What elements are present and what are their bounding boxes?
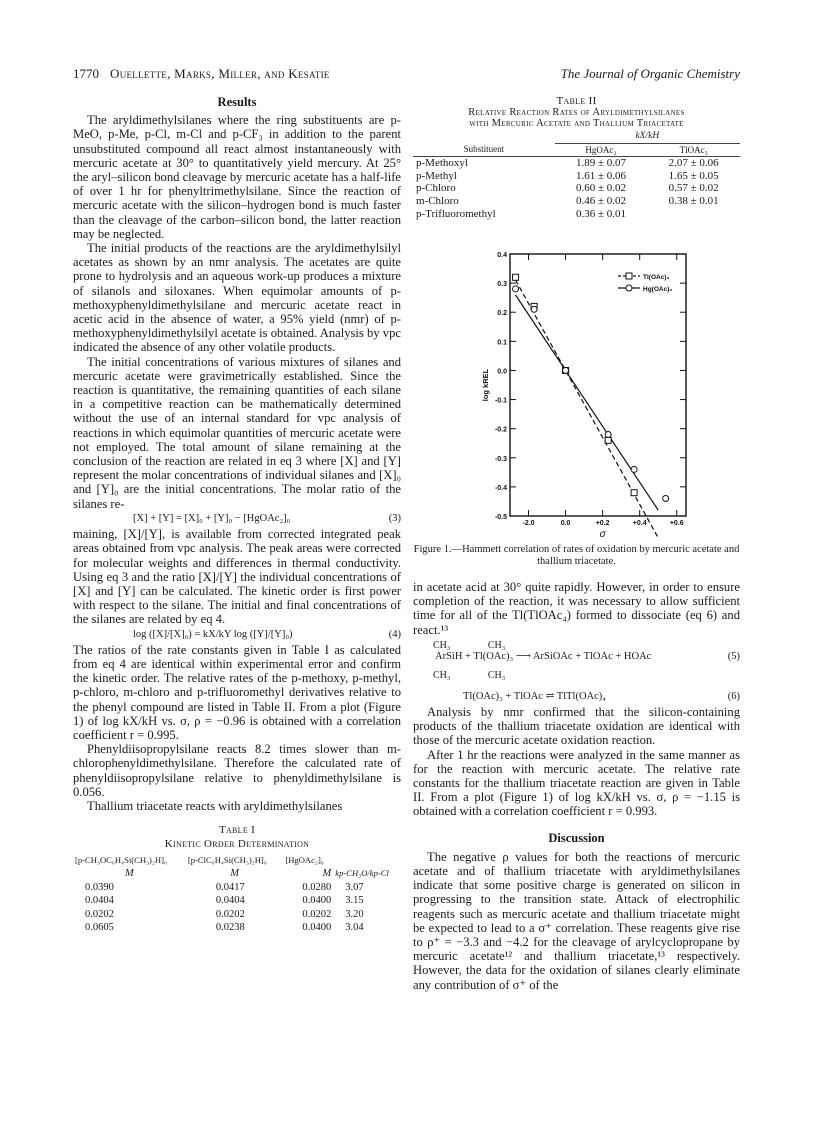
- table-cell: 0.0404: [215, 895, 245, 907]
- page-number: 1770: [73, 66, 99, 81]
- data-point-square: [605, 437, 611, 443]
- legend-marker: [626, 285, 632, 291]
- paragraph: The negative ρ values for both the reactions of mercuric acetate and of thallium triacetate with aryldimethylsilanes indicate that some positive charge is generated on silicon in progressing to the transition state. Attack of electrophilic reagents such as mercuric acetate and thallium triacetate might be expected to lead to a σ⁺ correlation. These reagents give rise to ρ⁺ = −3.3 and −4.2 for the cleavage of arylcyclopropane by mercuric acetate¹² and thallium triacetate,¹³ respectively. However, the data for the oxidation of silanes clearly eliminate any contribution of σ⁺ of the: [413, 849, 740, 992]
- running-authors: Ouellette, Marks, Miller, and Kesatie: [110, 66, 330, 81]
- paragraph: maining, [X]/[Y], is available from corrected integrated peak areas obtained from vpc analysis. The peak areas were corrected for molecular weights and differences in thermal conductivity. Using eq 3 and the ratio [X]/[Y] the individual concentrations of [X] and [Y] can be calculated. The kinetic order is first power with respect to the silane. The initial and final concentrations of the silanes are related by eq 4.: [73, 527, 401, 627]
- table-1-title: Kinetic Order Determination: [164, 838, 310, 851]
- right-column: [413, 580, 740, 992]
- table-row: [413, 170, 740, 183]
- table-cell: 0.0417: [215, 881, 245, 893]
- table-cell: 2.07 ± 0.06: [668, 157, 719, 170]
- table-cell: 0.0202: [85, 908, 114, 920]
- equation-3-number: (3): [388, 512, 401, 524]
- table-cell: p-Methoxyl: [416, 157, 468, 170]
- table-2-title-line-1: Relative Reaction Rates of Aryldimethylsilanes: [468, 107, 685, 118]
- table-header: [333, 854, 401, 868]
- y-tick-label: -0.4: [494, 484, 507, 492]
- table-cell: 0.0202: [302, 908, 332, 920]
- paragraph: The initial concentrations of various mixtures of silanes and mercuric acetate were gravimetrically established. Since the reaction is quantitative, the remaining quantities of each silane in a competitive reaction can be mathematically determined without the use of an internal standard for vpc analysis of reactions in which equimolar quantities of mercuric acetate were not employed. The total amount of silane remaining at the conclusion of the reaction are related in eq 3 where [X] and [Y] represent the molar concentrations of individual silanes and [X]₀ and [Y]₀ are the initial concentrations. The molar ratio of the silanes re-: [73, 354, 401, 511]
- table-row: [73, 894, 401, 908]
- table-cell: 0.0400: [302, 895, 332, 907]
- table-cell: 0.36 ± 0.01: [575, 207, 626, 220]
- fit-line: [516, 295, 659, 510]
- data-point-circle: [513, 286, 519, 292]
- y-tick-label: -0.3: [494, 455, 507, 463]
- y-tick-label: 0.1: [497, 339, 507, 347]
- table-header: [HgOAc₂]₀: [285, 854, 324, 865]
- x-tick-label: +0.4: [632, 520, 647, 527]
- table-cell: 3.20: [345, 908, 364, 920]
- equation-6-body: Tl(OAc)₃ + TlOAc ⇌ TlTl(OAc)₄: [463, 690, 606, 702]
- data-point-circle: [631, 466, 637, 472]
- table-cell: p-Trifluoromethyl: [416, 207, 496, 220]
- y-tick-label: 0.0: [497, 368, 507, 376]
- table-cell: p-Methyl: [416, 169, 457, 182]
- table-cell: m-Chloro: [416, 194, 459, 207]
- table-header: Substituent: [463, 144, 505, 155]
- equation-4-number: (4): [388, 628, 401, 640]
- x-tick-label: +0.2: [595, 520, 610, 527]
- table-unit: M: [230, 868, 239, 880]
- legend-label: Hg(OAc)₂: [643, 286, 673, 293]
- equation-3-body: [X] + [Y] = [X]₀ + [Y]₀ − [HgOAc₂]₀: [133, 512, 291, 524]
- equation-5: [413, 639, 740, 687]
- table-2: [413, 95, 740, 220]
- y-tick-label: -0.2: [494, 426, 507, 434]
- y-tick-label: 0.4: [497, 252, 507, 259]
- table-units-row: [73, 867, 401, 881]
- data-point-circle: [605, 431, 611, 437]
- x-tick-label: +0.6: [669, 520, 684, 527]
- table-cell: 0.0390: [85, 881, 114, 893]
- table-cell: 3.04: [345, 922, 364, 934]
- table-unit: M: [125, 868, 134, 880]
- table-span-header-row: [413, 130, 740, 143]
- y-tick-label: 0.3: [497, 281, 507, 289]
- table-cell: 0.38 ± 0.01: [668, 194, 719, 207]
- running-journal: The Journal of Organic Chemistry: [560, 66, 740, 81]
- table-cell: 1.65 ± 0.05: [668, 169, 719, 182]
- equation-6: [413, 689, 740, 705]
- paragraph: Thallium triacetate reacts with aryldimethylsilanes: [87, 798, 343, 813]
- table-cell: 0.57 ± 0.02: [668, 182, 719, 195]
- table-header: TlOAc₃: [679, 144, 708, 155]
- fit-line: [516, 280, 659, 538]
- table-cell: [647, 208, 740, 221]
- y-tick-label: -0.1: [494, 397, 507, 405]
- table-row: [413, 208, 740, 221]
- legend-label: Tl(OAc)₃: [643, 274, 670, 281]
- y-tick-label: 0.2: [497, 310, 507, 318]
- paragraph: The aryldimethylsilanes where the ring substituents are p-MeO, p-Me, p-Cl, m-Cl and p-CF₃ in addition to the parent unsubstituted compound all react almost instantaneously with mercuric acetate at 30° to quantitatively yield mercury. At 25° the aryl–silicon bond cleavage by mercuric acetate has a half-life of over 1 hr for phenyltrimethylsilane. Since the reaction of mercuric acetate with the silicon–hydrogen bond is much faster than the cleavage of the carbon–silicon bond, the latter reaction may be neglected.: [73, 113, 401, 241]
- table-header: [p-ClC₆H₄Si(CH₃)₂H]₀: [187, 854, 267, 865]
- left-column: [73, 95, 401, 935]
- table-unit: M: [322, 868, 332, 880]
- paragraph: in acetate acid at 30° quite rapidly. However, in order to ensure completion of the reaction, it was necessary to allow sufficient time for all of the Tl(TlOAc₄) formed to dissociate (eq 6) and react.¹³: [413, 580, 740, 637]
- table-cell: 0.0400: [302, 922, 332, 934]
- data-point-circle: [563, 367, 569, 373]
- table-cell: 0.0280: [302, 881, 332, 893]
- plot-frame: [510, 254, 686, 516]
- table-cell: 0.0202: [215, 908, 245, 920]
- legend-marker: [626, 273, 632, 279]
- table-row: [73, 881, 401, 895]
- table-1-label: Table I: [218, 824, 256, 837]
- y-tick-label: -0.5: [494, 514, 507, 521]
- table-cell: p-Chloro: [416, 182, 456, 195]
- equation-5-body: ArSiH + Tl(OAc)₃ ⟶ ArSiOAc + TlOAc + HOAc: [435, 650, 652, 662]
- paragraph: After 1 hr the reactions were analyzed in the same manner as for the reaction with mercuric acetate. The relative rate constants for the thallium triacetate reaction are given in Table II. From a plot (Figure 1) of log kX/kH vs. σ, ρ = −1.15 is obtained with a correlation coefficient r = 0.993.: [413, 747, 740, 819]
- table-cell: 1.89 ± 0.07: [575, 157, 626, 170]
- table-cell: 0.60 ± 0.02: [575, 182, 626, 195]
- x-tick-label: -2.0: [522, 520, 535, 527]
- table-row: [73, 921, 401, 935]
- discussion-heading: Discussion: [548, 830, 605, 845]
- equation-4-body: log ([X]/[X]₀) = kX/kY log ([Y]/[Y]₀): [133, 628, 293, 640]
- data-point-circle: [663, 496, 669, 502]
- table-header: [p-CH₃OC₆H₄Si(CH₃)₂H]₀: [75, 854, 167, 865]
- paragraph: The initial products of the reactions are the aryldimethylsilyl acetates as shown by an nmr analysis. The acetates are quite prone to hydrolysis and an aqueous work-up produces a mixture of silanols and siloxanes. When equimolar amounts of p-methoxyphenyldimethylsilane and mercuric acetate react in acetic acid in the absence of water, a 95% yield (nmr) of p-methoxyphenyldimethylsilyl acetate is obtained. Analysis by vpc indicated the absence of any other volatile products.: [73, 241, 401, 355]
- table-row: [413, 182, 740, 195]
- table-header-row: [413, 143, 740, 157]
- data-point-circle: [531, 306, 537, 312]
- table-unit: kp-CH₃O/kp-Cl: [335, 868, 389, 879]
- equation-5-bottom: CH₃ CH₃: [433, 669, 506, 681]
- equation-5-number: (5): [727, 650, 740, 662]
- data-point-square: [513, 274, 519, 280]
- table-1: [73, 823, 401, 934]
- table-cell: 1.61 ± 0.06: [575, 169, 626, 182]
- table-row: [73, 908, 401, 922]
- equation-4: [73, 627, 401, 643]
- table-span-header: kX/kH: [555, 130, 740, 143]
- y-axis-label: log kREL: [481, 368, 490, 402]
- figure-caption: Figure 1.—Hammett correlation of rates of oxidation by mercuric acetate and thallium triacetate.: [413, 544, 740, 567]
- table-cell: 0.0605: [85, 922, 114, 934]
- x-tick-label: 0.0: [560, 520, 571, 527]
- paragraph: Analysis by nmr confirmed that the silicon-containing products of the thallium triacetate oxidation are identical with those of the mercuric acetate oxidation reaction.: [413, 705, 740, 748]
- paragraph: Phenyldiisopropylsilane reacts 8.2 times slower than m-chlorophenyldimethylsilane. Therefore the calculated rate of phenyldiisopropylsilane relative to phenyldimethylsilane is 0.056.: [73, 742, 401, 799]
- table-cell: 3.15: [345, 895, 364, 907]
- table-2-title-line-2: with Mercuric Acetate and Thallium Triacetate: [469, 118, 684, 129]
- equation-6-number: (6): [727, 690, 740, 702]
- table-cell: 0.46 ± 0.02: [575, 194, 626, 207]
- table-cell: 0.0238: [215, 922, 245, 934]
- data-point-square: [631, 490, 637, 496]
- table-2-label: Table II: [556, 95, 597, 107]
- hammett-plot: [470, 248, 700, 538]
- table-header-row: [73, 854, 401, 868]
- equation-5-top: CH₃ CH₃: [433, 639, 506, 651]
- x-axis-label: σ: [599, 529, 606, 538]
- table-row: [413, 195, 740, 208]
- table-row: [413, 157, 740, 170]
- table-header: HgOAc₂: [585, 144, 617, 155]
- equation-3: [73, 511, 401, 527]
- table-cell: 0.0404: [85, 895, 114, 907]
- table-cell: 3.07: [345, 881, 364, 893]
- results-heading: Results: [217, 95, 257, 109]
- paragraph: The ratios of the rate constants given in Table I as calculated from eq 4 are identical within experimental error and confirm the kinetic order. The relative rates of the p-methoxy, p-methyl, p-chloro, m-chloro and p-trifluoromethyl derivatives relative to the phenyl compound are listed in Table II. From a plot (Figure 1) of log kX/kH vs. σ, ρ = −0.96 is obtained with a correlation coefficient r = 0.995.: [73, 642, 401, 742]
- table-2-grid: [413, 130, 740, 220]
- table-1-grid: [73, 854, 401, 935]
